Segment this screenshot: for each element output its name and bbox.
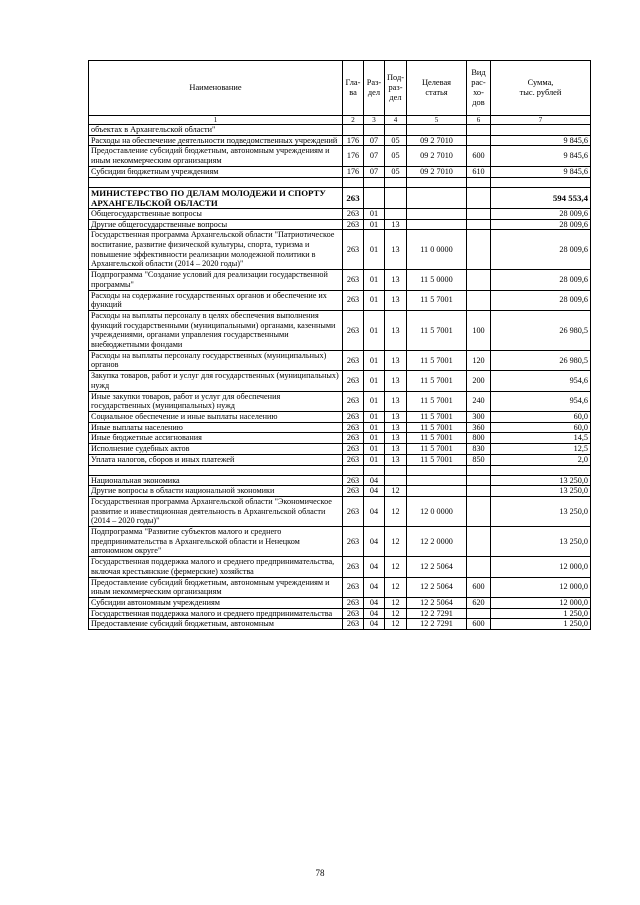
row-sum: 26 980,5 bbox=[491, 310, 591, 350]
row-vid bbox=[467, 557, 491, 577]
row-name: Расходы на выплаты персоналу в целях обеспечения выполнения функций государственными (муниципальными) органами, казенными учреждениями, органами управления государственными внебюджетными фондами bbox=[89, 310, 343, 350]
row-glava: 263 bbox=[343, 230, 364, 270]
header-name: Наименование bbox=[89, 61, 343, 116]
row-target: 11 5 7001 bbox=[407, 350, 467, 370]
row-podrazdel: 13 bbox=[385, 219, 407, 230]
budget-table bbox=[88, 60, 591, 630]
row-glava bbox=[343, 177, 364, 187]
row-podrazdel: 13 bbox=[385, 310, 407, 350]
table-body bbox=[89, 125, 591, 630]
row-target: 11 5 0000 bbox=[407, 270, 467, 290]
row-glava: 263 bbox=[343, 371, 364, 391]
row-target: 11 5 7001 bbox=[407, 433, 467, 444]
row-razdel: 07 bbox=[364, 135, 385, 146]
row-vid: 600 bbox=[467, 146, 491, 166]
row-podrazdel: 13 bbox=[385, 270, 407, 290]
row-razdel bbox=[364, 187, 385, 208]
row-target: 09 2 7010 bbox=[407, 166, 467, 177]
row-podrazdel: 12 bbox=[385, 486, 407, 497]
row-sum bbox=[491, 465, 591, 475]
table-row bbox=[89, 219, 591, 230]
row-target bbox=[407, 177, 467, 187]
row-vid bbox=[467, 290, 491, 310]
row-name: Общегосударственные вопросы bbox=[89, 208, 343, 219]
row-name: Закупка товаров, работ и услуг для государственных (муниципальных) нужд bbox=[89, 371, 343, 391]
row-target bbox=[407, 475, 467, 486]
row-name: Исполнение судебных актов bbox=[89, 444, 343, 455]
row-razdel: 04 bbox=[364, 527, 385, 557]
row-glava: 263 bbox=[343, 619, 364, 630]
row-podrazdel: 13 bbox=[385, 411, 407, 422]
page-number: 78 bbox=[315, 868, 325, 878]
row-podrazdel bbox=[385, 208, 407, 219]
row-sum: 28 009,6 bbox=[491, 219, 591, 230]
table-row bbox=[89, 454, 591, 465]
row-razdel bbox=[364, 465, 385, 475]
column-number: 6 bbox=[467, 116, 491, 125]
row-vid bbox=[467, 496, 491, 526]
row-target bbox=[407, 125, 467, 136]
row-vid: 120 bbox=[467, 350, 491, 370]
row-sum: 60,0 bbox=[491, 422, 591, 433]
row-podrazdel: 12 bbox=[385, 577, 407, 597]
row-podrazdel: 13 bbox=[385, 230, 407, 270]
row-glava: 263 bbox=[343, 422, 364, 433]
row-podrazdel: 05 bbox=[385, 135, 407, 146]
row-vid: 620 bbox=[467, 597, 491, 608]
row-glava: 263 bbox=[343, 486, 364, 497]
table-row bbox=[89, 475, 591, 486]
row-vid: 800 bbox=[467, 433, 491, 444]
row-razdel: 01 bbox=[364, 270, 385, 290]
row-podrazdel: 13 bbox=[385, 422, 407, 433]
row-glava: 263 bbox=[343, 577, 364, 597]
header-target: Целевая статья bbox=[407, 61, 467, 116]
row-vid bbox=[467, 465, 491, 475]
table-row bbox=[89, 391, 591, 411]
row-glava: 263 bbox=[343, 310, 364, 350]
row-glava: 263 bbox=[343, 597, 364, 608]
table-row bbox=[89, 310, 591, 350]
row-glava: 263 bbox=[343, 496, 364, 526]
table-row bbox=[89, 597, 591, 608]
column-number-row bbox=[89, 116, 591, 125]
row-target bbox=[407, 465, 467, 475]
row-target: 11 5 7001 bbox=[407, 391, 467, 411]
row-vid: 610 bbox=[467, 166, 491, 177]
row-name: Другие вопросы в области национальной экономики bbox=[89, 486, 343, 497]
row-name: Иные выплаты населению bbox=[89, 422, 343, 433]
row-razdel: 01 bbox=[364, 310, 385, 350]
table-row bbox=[89, 290, 591, 310]
row-razdel: 01 bbox=[364, 371, 385, 391]
table-row bbox=[89, 527, 591, 557]
row-sum: 2,0 bbox=[491, 454, 591, 465]
row-sum: 28 009,6 bbox=[491, 208, 591, 219]
row-sum: 594 553,4 bbox=[491, 187, 591, 208]
column-number: 2 bbox=[343, 116, 364, 125]
row-name: Расходы на содержание государственных органов и обеспечение их функций bbox=[89, 290, 343, 310]
row-sum: 13 250,0 bbox=[491, 486, 591, 497]
row-target: 11 5 7001 bbox=[407, 371, 467, 391]
row-razdel: 01 bbox=[364, 350, 385, 370]
row-glava: 263 bbox=[343, 557, 364, 577]
row-vid: 600 bbox=[467, 577, 491, 597]
row-podrazdel: 12 bbox=[385, 608, 407, 619]
column-number: 5 bbox=[407, 116, 467, 125]
row-podrazdel: 13 bbox=[385, 444, 407, 455]
row-sum: 1 250,0 bbox=[491, 619, 591, 630]
row-target bbox=[407, 187, 467, 208]
row-podrazdel: 13 bbox=[385, 350, 407, 370]
row-glava: 263 bbox=[343, 290, 364, 310]
row-podrazdel: 12 bbox=[385, 527, 407, 557]
table-row bbox=[89, 411, 591, 422]
row-sum bbox=[491, 125, 591, 136]
row-razdel: 04 bbox=[364, 475, 385, 486]
table-row bbox=[89, 577, 591, 597]
row-glava: 263 bbox=[343, 391, 364, 411]
row-razdel: 04 bbox=[364, 496, 385, 526]
row-sum: 12 000,0 bbox=[491, 597, 591, 608]
row-razdel: 04 bbox=[364, 619, 385, 630]
header-podrazdel: Под- раз- дел bbox=[385, 61, 407, 116]
row-vid bbox=[467, 270, 491, 290]
column-number: 4 bbox=[385, 116, 407, 125]
row-sum: 954,6 bbox=[491, 371, 591, 391]
row-name: Государственная программа Архангельской области "Экономическое развитие и инвестиционная деятельность в Архангельской области (2014 – 2020 годы)" bbox=[89, 496, 343, 526]
row-name bbox=[89, 177, 343, 187]
row-vid bbox=[467, 230, 491, 270]
row-podrazdel: 05 bbox=[385, 146, 407, 166]
row-podrazdel bbox=[385, 177, 407, 187]
row-razdel: 01 bbox=[364, 454, 385, 465]
row-razdel: 04 bbox=[364, 597, 385, 608]
row-podrazdel: 13 bbox=[385, 391, 407, 411]
table-row-spacer bbox=[89, 465, 591, 475]
row-sum: 13 250,0 bbox=[491, 475, 591, 486]
row-vid: 200 bbox=[467, 371, 491, 391]
row-vid bbox=[467, 208, 491, 219]
row-target bbox=[407, 208, 467, 219]
column-number: 1 bbox=[89, 116, 343, 125]
row-name: Социальное обеспечение и иные выплаты населению bbox=[89, 411, 343, 422]
row-podrazdel bbox=[385, 475, 407, 486]
row-razdel: 01 bbox=[364, 444, 385, 455]
table-row bbox=[89, 208, 591, 219]
row-name: Субсидии бюджетным учреждениям bbox=[89, 166, 343, 177]
row-target: 09 2 7010 bbox=[407, 146, 467, 166]
row-podrazdel: 13 bbox=[385, 433, 407, 444]
row-razdel: 07 bbox=[364, 146, 385, 166]
row-name: Предоставление субсидий бюджетным, автономным учреждениям и иным некоммерческим организациям bbox=[89, 146, 343, 166]
table-row bbox=[89, 270, 591, 290]
row-name: Иные бюджетные ассигнования bbox=[89, 433, 343, 444]
header-sum: Сумма, тыс. рублей bbox=[491, 61, 591, 116]
row-vid: 100 bbox=[467, 310, 491, 350]
row-name: Государственная поддержка малого и среднего предпринимательства, включая крестьянские (фермерские) хозяйства bbox=[89, 557, 343, 577]
row-podrazdel: 13 bbox=[385, 371, 407, 391]
row-glava: 263 bbox=[343, 350, 364, 370]
row-name: Субсидии автономным учреждениям bbox=[89, 597, 343, 608]
row-glava bbox=[343, 465, 364, 475]
table-row bbox=[89, 422, 591, 433]
row-vid bbox=[467, 125, 491, 136]
row-glava: 263 bbox=[343, 219, 364, 230]
row-name: Иные закупки товаров, работ и услуг для обеспечения государственных (муниципальных) нужд bbox=[89, 391, 343, 411]
row-podrazdel bbox=[385, 125, 407, 136]
row-razdel: 01 bbox=[364, 219, 385, 230]
row-target: 09 2 7010 bbox=[407, 135, 467, 146]
table-row bbox=[89, 433, 591, 444]
row-target: 11 0 0000 bbox=[407, 230, 467, 270]
row-sum: 26 980,5 bbox=[491, 350, 591, 370]
row-target: 12 2 7291 bbox=[407, 619, 467, 630]
row-glava bbox=[343, 125, 364, 136]
row-glava: 263 bbox=[343, 454, 364, 465]
row-name: Другие общегосударственные вопросы bbox=[89, 219, 343, 230]
row-target: 11 5 7001 bbox=[407, 422, 467, 433]
row-name: Государственная поддержка малого и среднего предпринимательства bbox=[89, 608, 343, 619]
row-name: Расходы на обеспечение деятельности подведомственных учреждений bbox=[89, 135, 343, 146]
table-row bbox=[89, 135, 591, 146]
column-number: 3 bbox=[364, 116, 385, 125]
row-vid: 600 bbox=[467, 619, 491, 630]
row-sum: 28 009,6 bbox=[491, 270, 591, 290]
header-glava: Гла- ва bbox=[343, 61, 364, 116]
table-row bbox=[89, 496, 591, 526]
row-vid: 850 bbox=[467, 454, 491, 465]
row-target: 11 5 7001 bbox=[407, 290, 467, 310]
row-razdel: 01 bbox=[364, 391, 385, 411]
row-vid: 830 bbox=[467, 444, 491, 455]
row-name: Уплата налогов, сборов и иных платежей bbox=[89, 454, 343, 465]
row-glava: 176 bbox=[343, 146, 364, 166]
table-row bbox=[89, 187, 591, 208]
row-glava: 176 bbox=[343, 135, 364, 146]
row-name: Национальная экономика bbox=[89, 475, 343, 486]
row-razdel: 04 bbox=[364, 608, 385, 619]
row-target: 12 0 0000 bbox=[407, 496, 467, 526]
row-vid bbox=[467, 187, 491, 208]
row-razdel: 01 bbox=[364, 208, 385, 219]
row-glava: 263 bbox=[343, 444, 364, 455]
row-target: 11 5 7001 bbox=[407, 411, 467, 422]
row-target: 11 5 7001 bbox=[407, 310, 467, 350]
row-vid bbox=[467, 527, 491, 557]
row-razdel bbox=[364, 177, 385, 187]
row-vid bbox=[467, 486, 491, 497]
table-row bbox=[89, 619, 591, 630]
row-target: 12 2 7291 bbox=[407, 608, 467, 619]
row-glava: 263 bbox=[343, 433, 364, 444]
row-target bbox=[407, 219, 467, 230]
row-target: 11 5 7001 bbox=[407, 454, 467, 465]
row-podrazdel: 05 bbox=[385, 166, 407, 177]
row-sum: 14,5 bbox=[491, 433, 591, 444]
row-name bbox=[89, 465, 343, 475]
row-podrazdel bbox=[385, 465, 407, 475]
row-vid bbox=[467, 135, 491, 146]
row-sum: 1 250,0 bbox=[491, 608, 591, 619]
table-row bbox=[89, 557, 591, 577]
row-target: 12 2 0000 bbox=[407, 527, 467, 557]
row-name: Государственная программа Архангельской области "Патриотическое воспитание, развитие физической культуры, спорта, туризма и повышение эффективности реализации молодежной политики в Архангельской области (2014 – 2020 годы)" bbox=[89, 230, 343, 270]
row-podrazdel: 12 bbox=[385, 557, 407, 577]
table-row bbox=[89, 608, 591, 619]
row-sum: 28 009,6 bbox=[491, 230, 591, 270]
row-podrazdel bbox=[385, 187, 407, 208]
row-sum: 12,5 bbox=[491, 444, 591, 455]
table-row bbox=[89, 486, 591, 497]
row-name: Подпрограмма "Развитие субъектов малого и среднего предпринимательства в Архангельской области и Ненецком автономном округе" bbox=[89, 527, 343, 557]
row-sum: 9 845,6 bbox=[491, 146, 591, 166]
table-row bbox=[89, 350, 591, 370]
row-name: объектах в Архангельской области" bbox=[89, 125, 343, 136]
row-target bbox=[407, 486, 467, 497]
row-sum: 13 250,0 bbox=[491, 527, 591, 557]
row-sum: 12 000,0 bbox=[491, 577, 591, 597]
row-target: 12 2 5064 bbox=[407, 597, 467, 608]
table-row bbox=[89, 371, 591, 391]
row-razdel: 04 bbox=[364, 557, 385, 577]
table-row bbox=[89, 444, 591, 455]
row-podrazdel: 12 bbox=[385, 597, 407, 608]
table-row bbox=[89, 125, 591, 136]
table-row bbox=[89, 146, 591, 166]
row-vid bbox=[467, 177, 491, 187]
row-target: 11 5 7001 bbox=[407, 444, 467, 455]
column-number: 7 bbox=[491, 116, 591, 125]
row-razdel: 01 bbox=[364, 411, 385, 422]
header-vid: Вид рас- хо- дов bbox=[467, 61, 491, 116]
row-podrazdel: 13 bbox=[385, 290, 407, 310]
row-name: МИНИСТЕРСТВО ПО ДЕЛАМ МОЛОДЕЖИ И СПОРТУ АРХАНГЕЛЬСКОЙ ОБЛАСТИ bbox=[89, 187, 343, 208]
header-razdel: Раз- дел bbox=[364, 61, 385, 116]
row-glava: 263 bbox=[343, 411, 364, 422]
row-vid: 300 bbox=[467, 411, 491, 422]
row-sum: 954,6 bbox=[491, 391, 591, 411]
row-vid: 360 bbox=[467, 422, 491, 433]
row-name: Подпрограмма "Создание условий для реализации государственной программы" bbox=[89, 270, 343, 290]
row-sum bbox=[491, 177, 591, 187]
row-name: Расходы на выплаты персоналу государственных (муниципальных) органов bbox=[89, 350, 343, 370]
row-razdel: 01 bbox=[364, 290, 385, 310]
row-sum: 9 845,6 bbox=[491, 166, 591, 177]
table-row bbox=[89, 166, 591, 177]
row-sum: 9 845,6 bbox=[491, 135, 591, 146]
row-razdel: 01 bbox=[364, 422, 385, 433]
row-razdel: 07 bbox=[364, 166, 385, 177]
row-podrazdel: 12 bbox=[385, 496, 407, 526]
row-glava: 176 bbox=[343, 166, 364, 177]
table-row-spacer bbox=[89, 177, 591, 187]
row-name: Предоставление субсидий бюджетным, автономным bbox=[89, 619, 343, 630]
row-glava: 263 bbox=[343, 475, 364, 486]
row-vid bbox=[467, 475, 491, 486]
row-target: 12 2 5064 bbox=[407, 557, 467, 577]
row-glava: 263 bbox=[343, 208, 364, 219]
row-vid: 240 bbox=[467, 391, 491, 411]
row-podrazdel: 12 bbox=[385, 619, 407, 630]
row-glava: 263 bbox=[343, 608, 364, 619]
row-sum: 60,0 bbox=[491, 411, 591, 422]
row-target: 12 2 5064 bbox=[407, 577, 467, 597]
row-razdel: 04 bbox=[364, 486, 385, 497]
row-razdel bbox=[364, 125, 385, 136]
row-sum: 13 250,0 bbox=[491, 496, 591, 526]
row-glava: 263 bbox=[343, 270, 364, 290]
row-name: Предоставление субсидий бюджетным, автономным учреждениям и иным некоммерческим организациям bbox=[89, 577, 343, 597]
document-page bbox=[88, 60, 590, 630]
row-glava: 263 bbox=[343, 527, 364, 557]
row-sum: 28 009,6 bbox=[491, 290, 591, 310]
row-razdel: 01 bbox=[364, 433, 385, 444]
row-glava: 263 bbox=[343, 187, 364, 208]
table-header-row bbox=[89, 61, 591, 116]
row-vid bbox=[467, 219, 491, 230]
row-vid bbox=[467, 608, 491, 619]
row-razdel: 01 bbox=[364, 230, 385, 270]
row-sum: 12 000,0 bbox=[491, 557, 591, 577]
table-row bbox=[89, 230, 591, 270]
row-podrazdel: 13 bbox=[385, 454, 407, 465]
row-razdel: 04 bbox=[364, 577, 385, 597]
